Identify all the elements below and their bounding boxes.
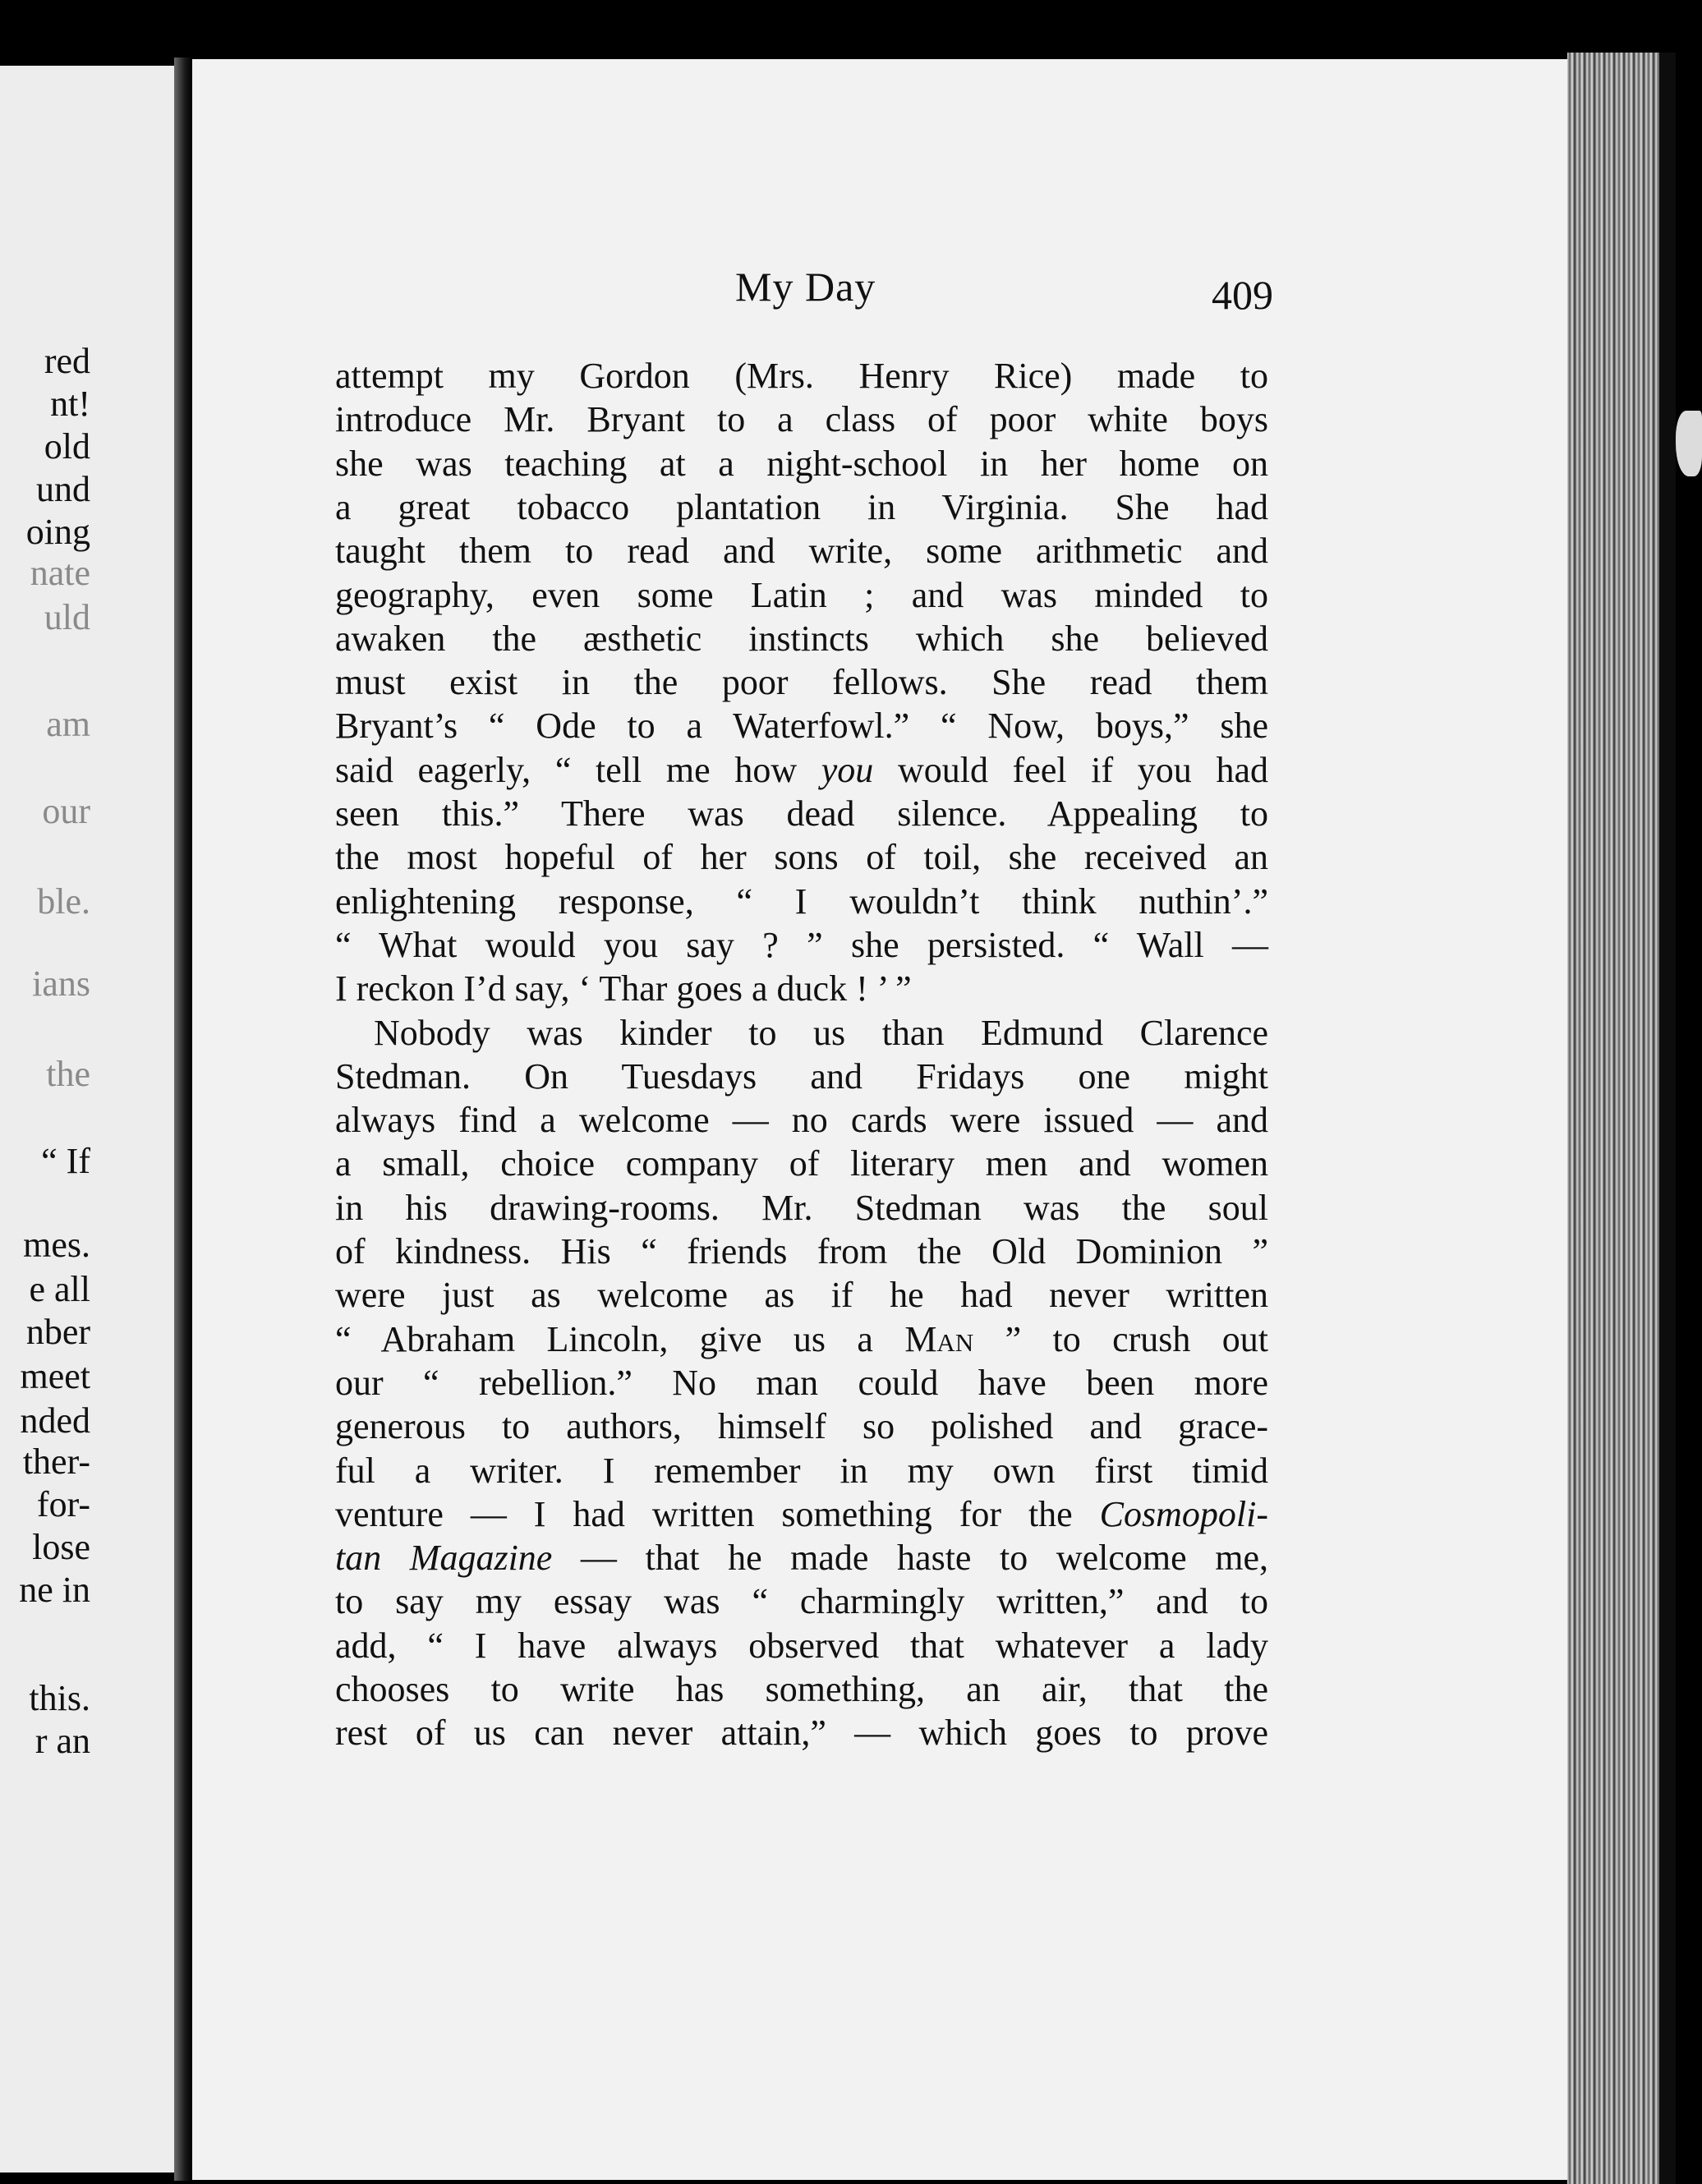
body-line: ful a writer. I remember in my own first timid	[335, 1451, 1268, 1491]
page-edges	[1567, 53, 1659, 2184]
left-page-line: mes.	[23, 1225, 90, 1265]
left-page-line: ther-	[22, 1441, 90, 1482]
left-page-line: nate	[30, 553, 90, 593]
left-page-line: our	[42, 791, 90, 831]
left-page-line: nt!	[50, 384, 90, 424]
page-edge-shadow	[1659, 53, 1676, 2184]
left-page-line: ble.	[37, 881, 90, 922]
body-line: chooses to write has something, an air, that the	[335, 1669, 1268, 1709]
left-page-line: e all	[29, 1269, 90, 1309]
body-line: she was teaching at a night-school in her home on	[335, 444, 1268, 484]
left-page-line: for-	[36, 1484, 90, 1524]
body-line: add, “ I have always observed that whatever a lady	[335, 1625, 1268, 1666]
body-line: a small, choice company of literary men and women	[335, 1143, 1268, 1184]
left-page-line: the	[46, 1054, 90, 1094]
body-line: “ What would you say ? ” she persisted. “ Wall —	[335, 925, 1268, 965]
emphasis: you	[821, 750, 874, 790]
body-line: to say my essay was “ charmingly written,” and to	[335, 1581, 1268, 1621]
emphasis: Man	[904, 1319, 974, 1359]
body-line: in his drawing-rooms. Mr. Stedman was the soul	[335, 1188, 1268, 1228]
emphasis: Cosmopoli-	[1099, 1494, 1268, 1534]
left-page-line: nded	[20, 1400, 90, 1441]
body-line: of kindness. His “ friends from the Old Dominion ”	[335, 1231, 1268, 1271]
body-line: a great tobacco plantation in Virginia. She had	[335, 487, 1268, 527]
left-page-line: ne in	[19, 1570, 90, 1610]
body-line: Stedman. On Tuesdays and Fridays one might	[335, 1056, 1268, 1097]
body-line: attempt my Gordon (Mrs. Henry Rice) made to	[335, 356, 1268, 396]
body-line: must exist in the poor fellows. She read them	[335, 662, 1268, 702]
left-facing-page	[0, 66, 174, 2173]
body-line: geography, even some Latin ; and was minded to	[335, 575, 1268, 615]
body-line: Nobody was kinder to us than Edmund Clarence	[374, 1013, 1268, 1053]
left-page-line: oing	[25, 512, 90, 552]
body-line: Bryant’s “ Ode to a Waterfowl.” “ Now, boys,” she	[335, 706, 1268, 746]
left-page-line: nber	[25, 1312, 90, 1352]
running-head: My Day	[735, 264, 876, 310]
left-page-line: “ If	[41, 1141, 90, 1181]
body-line: the most hopeful of her sons of toil, she received an	[335, 837, 1268, 877]
body-line: awaken the æsthetic instincts which she believed	[335, 618, 1268, 659]
body-line: generous to authors, himself so polished and grace-	[335, 1406, 1268, 1446]
body-line: were just as welcome as if he had never written	[335, 1275, 1268, 1315]
left-page-line: und	[36, 469, 90, 509]
left-page-line: red	[44, 341, 90, 381]
body-line: our “ rebellion.” No man could have been more	[335, 1363, 1268, 1403]
body-line: introduce Mr. Bryant to a class of poor white boys	[335, 399, 1268, 439]
body-line: I reckon I’d say, ‘ Thar goes a duck ! ’ ”	[335, 968, 912, 1009]
left-page-line: this.	[29, 1678, 90, 1718]
left-page-line: am	[46, 704, 90, 744]
left-page-line: ians	[32, 963, 90, 1004]
left-page-line: old	[44, 426, 90, 467]
left-page-line: meet	[20, 1356, 90, 1396]
edge-mark	[1676, 411, 1702, 476]
page-number: 409	[1212, 272, 1273, 318]
body-line: taught them to read and write, some arithmetic and	[335, 531, 1268, 571]
emphasis: tan Magazine	[335, 1538, 553, 1578]
left-page-line: lose	[32, 1527, 90, 1567]
body-line: rest of us can never attain,” — which goes to prove	[335, 1713, 1268, 1753]
body-line: enlightening response, “ I wouldn’t think nuthin’.”	[335, 881, 1268, 922]
book-gutter	[174, 57, 192, 2181]
body-line: “ Abraham Lincoln, give us a Man ” to crush out	[335, 1319, 1268, 1359]
left-page-line: uld	[44, 597, 90, 637]
body-line: tan Magazine — that he made haste to welcome me,	[335, 1538, 1268, 1578]
left-page-line: r an	[34, 1721, 90, 1761]
body-line: venture — I had written something for the Cosmopoli-	[335, 1494, 1268, 1534]
body-line: seen this.” There was dead silence. Appealing to	[335, 793, 1268, 834]
body-line: said eagerly, “ tell me how you would feel if you had	[335, 750, 1269, 790]
body-line: always find a welcome — no cards were issued — and	[335, 1100, 1268, 1140]
